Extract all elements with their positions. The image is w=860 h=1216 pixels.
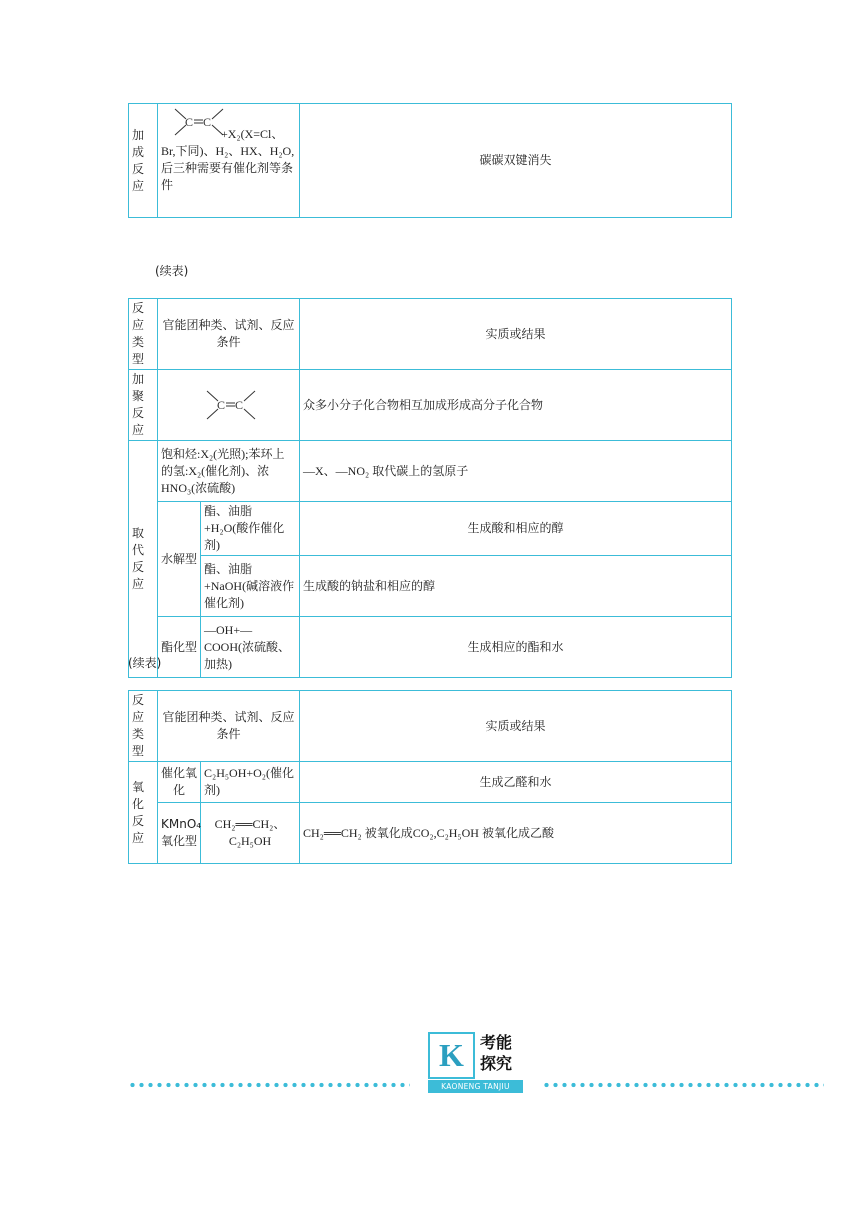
result-cell: 生成相应的酯和水 <box>300 617 732 678</box>
condition-cell: 饱和烃:X₂(光照);苯环上的氢:X₂(催化剂)、浓HNO₃(浓硫酸) <box>158 441 300 502</box>
condition-cell: C₂H₅OH+O₂(催化剂) <box>201 762 300 803</box>
kaoneng-logo <box>428 1032 524 1094</box>
table-header-row <box>129 299 732 370</box>
header-result: 实质或结果 <box>300 691 732 762</box>
condition-cell <box>158 370 300 441</box>
table-polymerization-substitution <box>128 298 732 678</box>
result-cell: 众多小分子化合物相互加成形成高分子化合物 <box>300 370 732 441</box>
reaction-type-cell: 氧化反应 <box>129 762 158 864</box>
result-cell: 生成酸和相应的醇 <box>300 502 732 556</box>
table-row <box>129 370 732 441</box>
svg-text:C: C <box>185 115 194 129</box>
condition-cell: 酯、油脂+H₂O(酸作催化剂) <box>201 502 300 556</box>
table-row <box>129 104 732 218</box>
logo-english: KAONENG TANJIU <box>428 1080 523 1093</box>
condition-cell: —OH+—COOH(浓硫酸、加热) <box>201 617 300 678</box>
reaction-type-cell: 加成反应 <box>129 104 158 218</box>
result-cell: 碳碳双键消失 <box>300 104 732 218</box>
double-bond-structure-icon <box>199 387 259 423</box>
condition-cell: CH₂══CH₂、C₂H₅OH <box>201 803 300 864</box>
result-cell: CH₂══CH₂ 被氧化成CO₂,C₂H₅OH 被氧化成乙酸 <box>300 803 732 864</box>
table-row <box>129 502 732 556</box>
table-row <box>129 617 732 678</box>
result-cell: 生成乙醛和水 <box>300 762 732 803</box>
logo-chinese: 考能 探究 <box>480 1033 513 1073</box>
svg-text:C: C <box>234 398 243 412</box>
subtype-cell: 催化氧化 <box>158 762 201 803</box>
footer-dots-left <box>128 1082 410 1088</box>
condition-cell: C C +X₂(X=Cl、Br,下同)、H₂、HX、H₂O,后三种需要有催化剂等条件 <box>158 104 300 218</box>
reaction-type-cell: 加聚反应 <box>129 370 158 441</box>
svg-text:C: C <box>203 115 212 129</box>
header-condition: 官能团种类、试剂、反应条件 <box>158 299 300 370</box>
table-oxidation <box>128 690 732 864</box>
table-row <box>129 762 732 803</box>
continued-caption: (续表) <box>128 656 162 670</box>
table-row <box>129 803 732 864</box>
result-cell: —X、—NO₂ 取代碳上的氢原子 <box>300 441 732 502</box>
header-result: 实质或结果 <box>300 299 732 370</box>
condition-cell: 酯、油脂+NaOH(碱溶液作催化剂) <box>201 556 300 617</box>
table-row <box>129 556 732 617</box>
subtype-cell: 酯化型 <box>158 617 201 678</box>
reaction-type-cell: 取代反应 <box>129 441 158 678</box>
continued-caption: (续表) <box>155 264 189 278</box>
svg-text:C: C <box>216 398 225 412</box>
subtype-cell: KMnO₄氧化型 <box>158 803 201 864</box>
subtype-cell: 水解型 <box>158 502 201 617</box>
logo-letter: K <box>428 1032 475 1079</box>
header-type: 反应类型 <box>129 691 158 762</box>
header-type: 反应类型 <box>129 299 158 370</box>
table-row <box>129 441 732 502</box>
table-header-row <box>129 691 732 762</box>
header-condition: 官能团种类、试剂、反应条件 <box>158 691 300 762</box>
result-cell: 生成酸的钠盐和相应的醇 <box>300 556 732 617</box>
footer-dots-right <box>542 1082 824 1088</box>
table-addition <box>128 103 732 218</box>
